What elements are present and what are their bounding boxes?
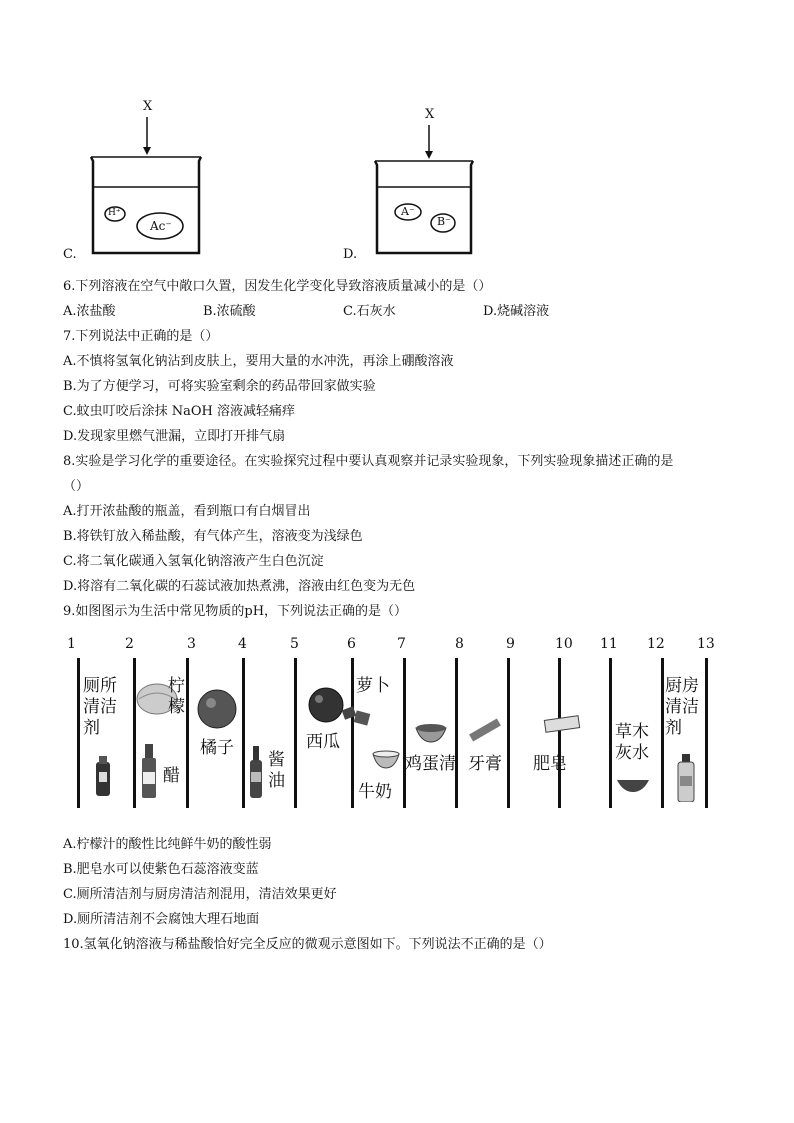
toilet-cleaner-bottle-icon — [91, 756, 115, 798]
ph-number-11: 11 — [600, 636, 618, 652]
q7-option-a: A.不慎将氢氧化钠沾到皮肤上，要用大量的水冲洗，再涂上硼酸溶液 — [63, 354, 454, 369]
ph-divider — [705, 658, 708, 808]
ion-a: A⁻ — [401, 205, 415, 218]
toothpaste-label: 牙膏 — [468, 754, 502, 774]
question-8-stem-cont: （） — [63, 479, 90, 494]
soy-sauce-label: 酱油 — [268, 750, 285, 791]
soy-sauce-bottle-icon — [248, 746, 264, 798]
q6-option-b: B.浓硫酸 — [203, 304, 256, 319]
ph-number-3: 3 — [187, 636, 196, 652]
watermelon-icon — [307, 686, 345, 724]
question-8-stem: 8.实验是学习化学的重要途径。在实验探究过程中要认真观察并记录实验现象，下列实验现象描述正确的是 — [63, 454, 674, 469]
ph-number-6: 6 — [347, 636, 356, 652]
q6-option-c: C.石灰水 — [343, 304, 396, 319]
q6-option-d: D.烧碱溶液 — [483, 304, 550, 319]
ph-divider — [77, 658, 80, 808]
ph-number-9: 9 — [506, 636, 515, 652]
ph-divider — [351, 658, 354, 808]
ph-number-4: 4 — [238, 636, 247, 652]
q7-option-d: D.发现家里燃气泄漏，立即打开排气扇 — [63, 429, 286, 444]
beaker-figure-c — [63, 95, 303, 265]
ion-h: H⁺ — [108, 208, 121, 218]
q8-option-b: B.将铁钉放入稀盐酸，有气体产生，溶液变为浅绿色 — [63, 529, 363, 544]
soap-icon — [541, 712, 585, 736]
beaker-c-drawing — [63, 95, 303, 265]
soap-label: 肥皂 — [533, 754, 567, 774]
ph-divider — [242, 658, 245, 808]
ion-ac: Ac⁻ — [150, 219, 172, 233]
ph-number-12: 12 — [647, 636, 665, 652]
q8-option-c: C.将二氧化碳通入氢氧化钠溶液产生白色沉淀 — [63, 554, 324, 569]
q8-option-a: A.打开浓盐酸的瓶盖，看到瓶口有白烟冒出 — [63, 504, 311, 519]
q9-option-c: C.厕所清洁剂与厨房清洁剂混用，清洁效果更好 — [63, 887, 337, 902]
question-9-stem: 9.如图图示为生活中常见物质的pH，下列说法正确的是（） — [63, 604, 408, 619]
question-7-stem: 7.下列说法中正确的是（） — [63, 329, 219, 344]
q7-option-c: C.蚊虫叮咬后涂抹 NaOH 溶液减轻痛痒 — [63, 404, 296, 419]
q7-option-b: B.为了方便学习，可将实验室剩余的药品带回家做实验 — [63, 379, 376, 394]
toothpaste-icon — [465, 716, 505, 746]
plant-ash-water-label: 草木灰水 — [615, 722, 649, 763]
vinegar-bottle-icon — [139, 744, 159, 799]
ph-divider — [403, 658, 406, 808]
kitchen-cleaner-label: 厨房清洁剂 — [665, 676, 699, 738]
orange-icon — [196, 688, 238, 730]
toilet-cleaner-label: 厕所清洁剂 — [83, 676, 117, 738]
watermelon-label: 西瓜 — [306, 732, 340, 752]
q9-option-a: A.柠檬汁的酸性比纯鲜牛奶的酸性弱 — [63, 837, 272, 852]
ph-divider — [294, 658, 297, 808]
radish-icon — [341, 702, 371, 728]
question-6-stem: 6.下列溶液在空气中敞口久置，因发生化学变化导致溶液质量减小的是（） — [63, 279, 492, 294]
orange-label: 橘子 — [200, 738, 234, 758]
ph-divider — [609, 658, 612, 808]
figure-d-label: D. — [343, 247, 358, 262]
ph-number-13: 13 — [697, 636, 715, 652]
arrow-label-x: X — [425, 107, 435, 122]
ph-divider — [133, 658, 136, 808]
ash-bowl-icon — [615, 776, 651, 794]
ph-divider — [455, 658, 458, 808]
ph-scale-figure — [63, 636, 723, 816]
milk-label: 牛奶 — [358, 782, 392, 802]
ph-number-1: 1 — [67, 636, 76, 652]
egg-white-bowl-icon — [413, 720, 449, 744]
milk-bowl-icon — [371, 748, 401, 770]
beaker-d-drawing — [343, 103, 543, 265]
ph-number-10: 10 — [555, 636, 573, 652]
question-10-stem: 10.氢氧化钠溶液与稀盐酸恰好完全反应的微观示意图如下。下列说法不正确的是（） — [63, 937, 552, 952]
q9-option-d: D.厕所清洁剂不会腐蚀大理石地面 — [63, 912, 260, 927]
ph-number-7: 7 — [397, 636, 406, 652]
lemon-label: 柠檬 — [168, 676, 185, 717]
vinegar-label: 醋 — [163, 766, 180, 786]
ph-divider — [507, 658, 510, 808]
ph-divider — [661, 658, 664, 808]
kitchen-cleaner-bottle-icon — [675, 754, 697, 802]
q9-option-b: B.肥皂水可以使紫色石蕊溶液变蓝 — [63, 862, 259, 877]
ph-number-5: 5 — [290, 636, 299, 652]
ion-b: B⁻ — [437, 215, 451, 228]
egg-white-label: 鸡蛋清 — [405, 754, 456, 774]
arrow-label-x: X — [143, 99, 153, 114]
ph-number-8: 8 — [455, 636, 464, 652]
figure-c-label: C. — [63, 247, 77, 262]
ph-number-2: 2 — [125, 636, 134, 652]
q8-option-d: D.将溶有二氧化碳的石蕊试液加热煮沸，溶液由红色变为无色 — [63, 579, 416, 594]
beaker-figure-d — [343, 103, 543, 265]
q6-option-a: A.浓盐酸 — [63, 304, 116, 319]
radish-label: 萝卜 — [356, 676, 390, 696]
